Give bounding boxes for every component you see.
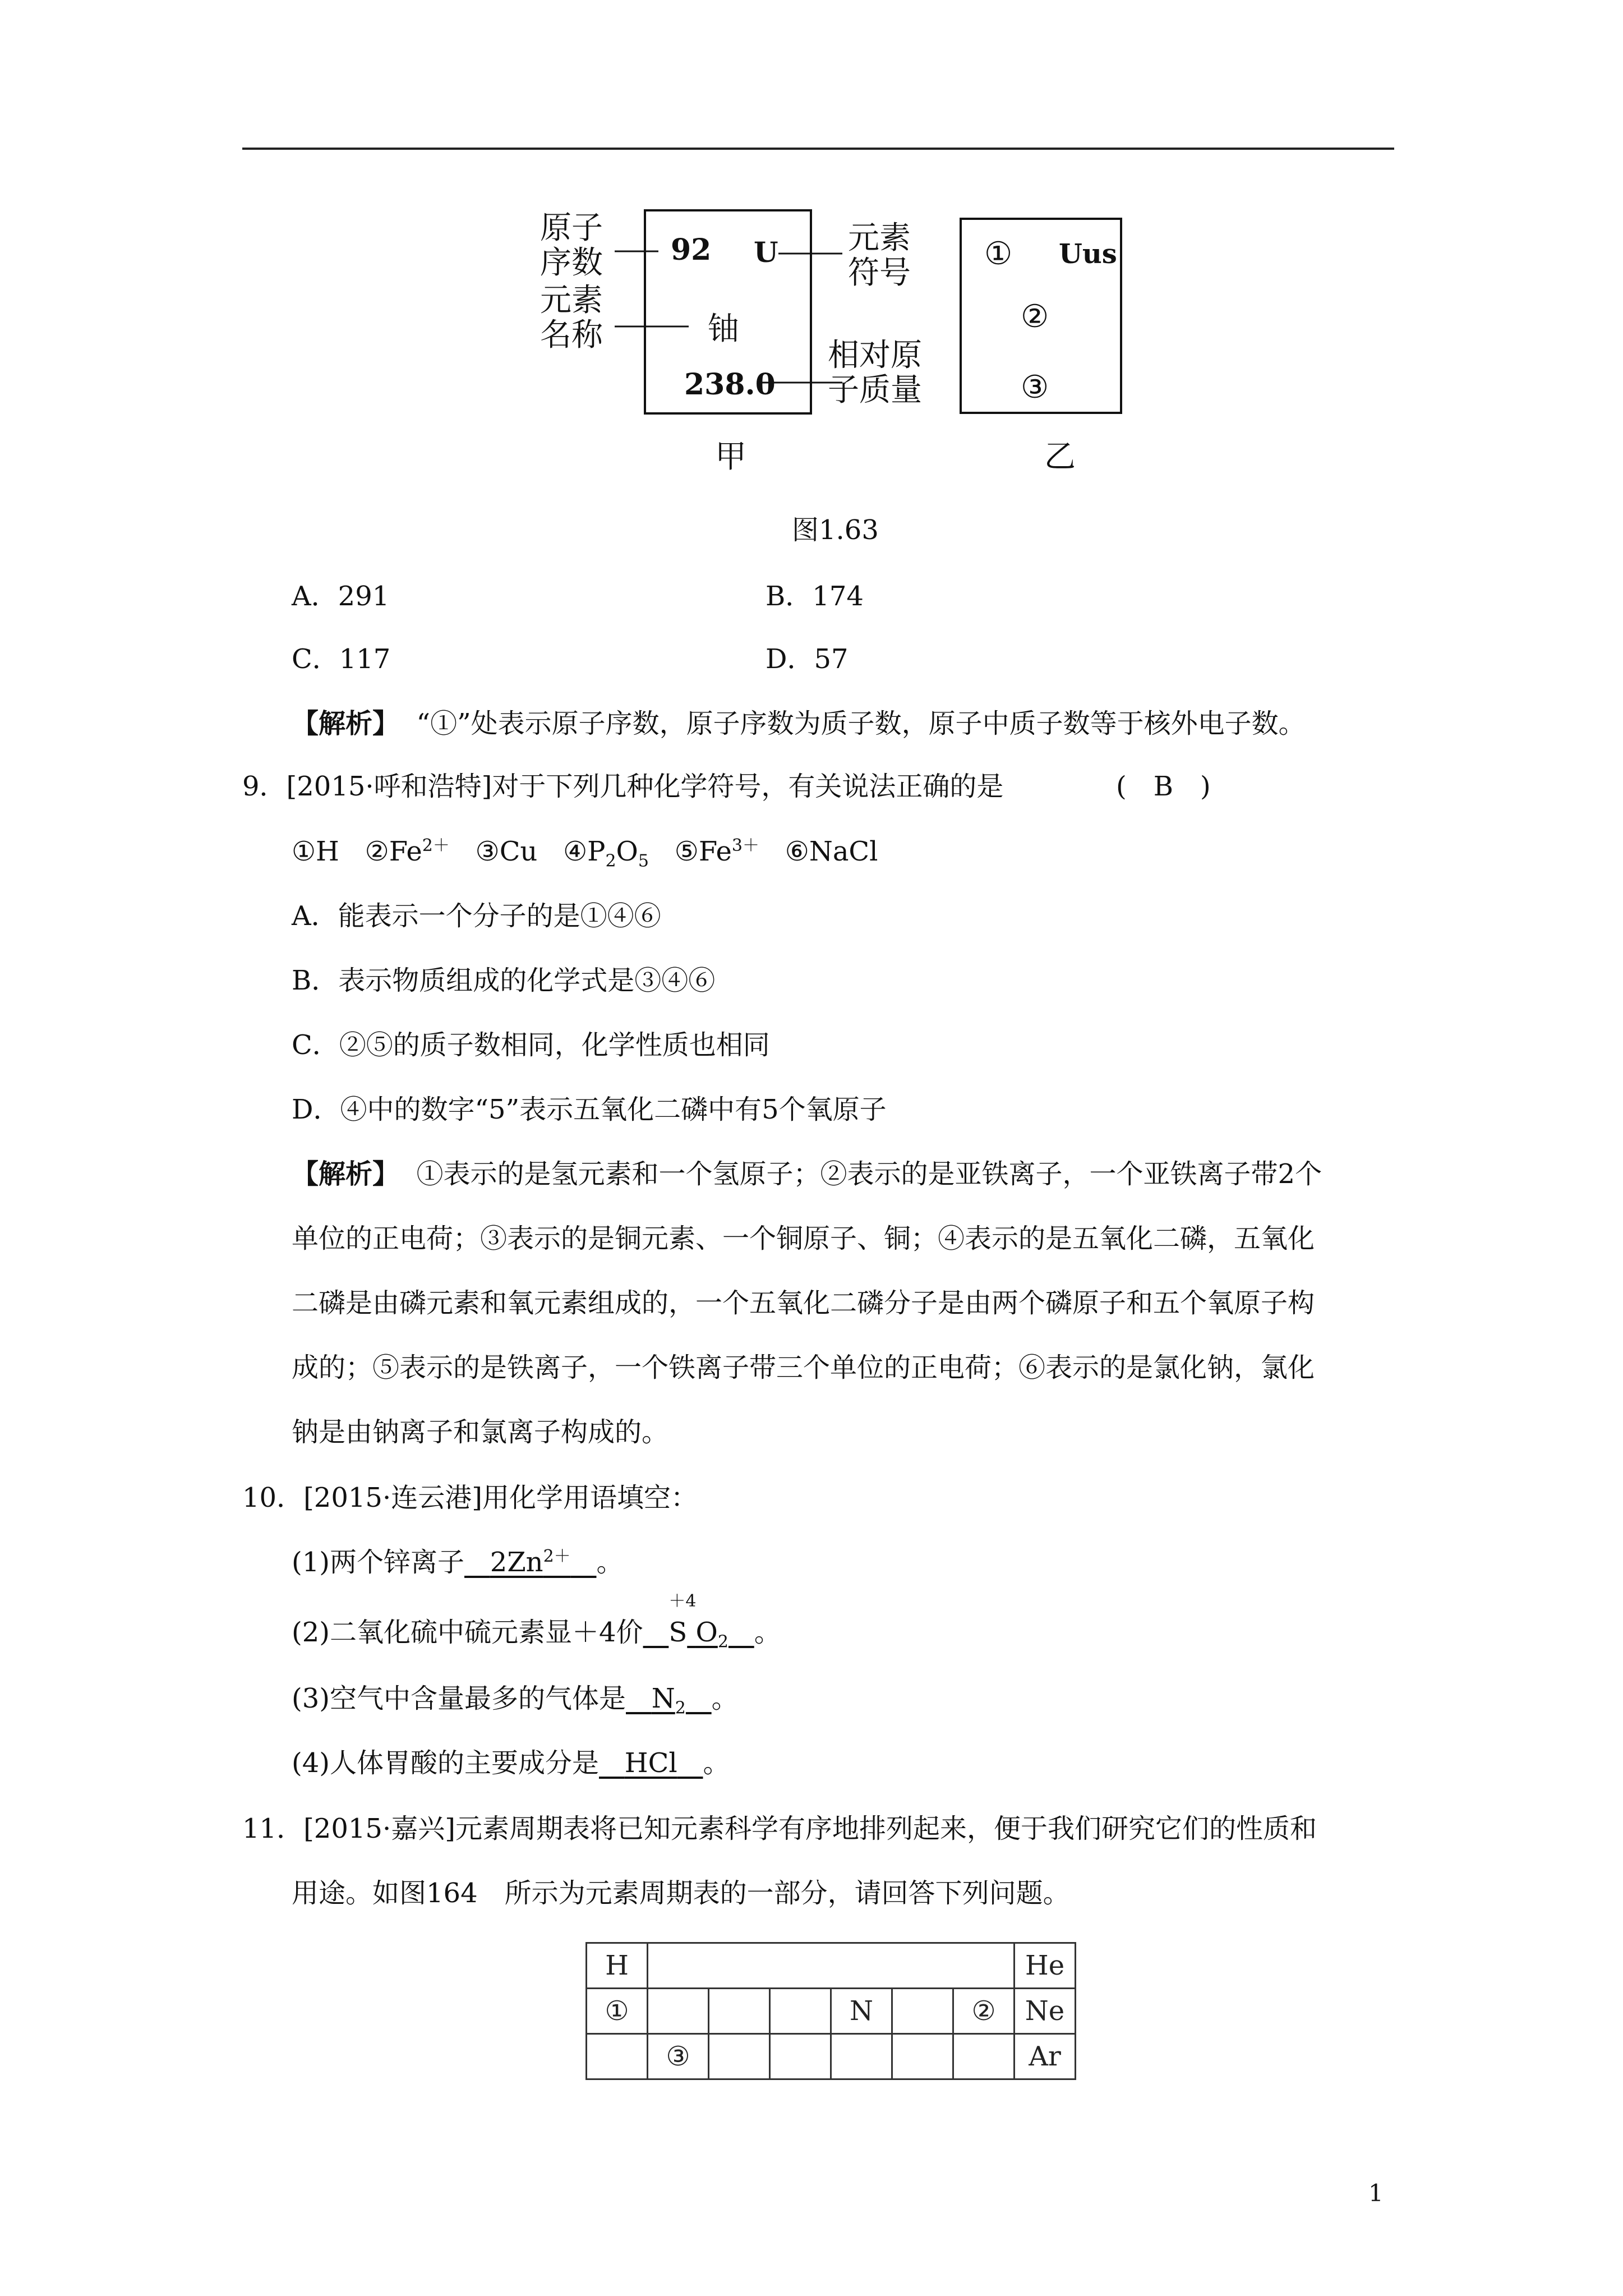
figure-caption: 图1.63 bbox=[792, 514, 879, 546]
q10-stem: 10．[2015·连云港]用化学用语填空： bbox=[242, 1482, 698, 1513]
q8-analysis-text: “①”处表示原子序数，原子序数为质子数，原子中质子数等于核外电子数。 bbox=[416, 708, 1306, 739]
label-atomic-number: 原子 序数 bbox=[540, 210, 603, 281]
q10-part-4: (4)人体胃酸的主要成分是 HCl 。 bbox=[292, 1747, 730, 1779]
q11-stem-line-1: 11．[2015·嘉兴]元素周期表将已知元素科学有序地排列起来，便于我们研究它们的性质和 bbox=[242, 1813, 1317, 1844]
symbol-3: ③Cu bbox=[475, 836, 538, 867]
cell-empty bbox=[587, 2034, 648, 2079]
symbol-2: $②Fe^{2+}$ bbox=[365, 836, 450, 867]
atomic-number-92: 92 bbox=[671, 233, 712, 267]
table-row bbox=[587, 2034, 1076, 2079]
cell-empty bbox=[770, 1989, 831, 2034]
marker-2: ② bbox=[1021, 298, 1049, 335]
q9-symbols bbox=[292, 835, 878, 871]
symbol-4: $④P_2O_5$ bbox=[563, 836, 649, 871]
symbol-u: U bbox=[754, 236, 778, 269]
periodic-table-fragment bbox=[585, 1942, 1076, 2080]
cell-n: N bbox=[831, 1989, 892, 2034]
cell-he: He bbox=[1015, 1943, 1076, 1989]
marker-1: ① bbox=[984, 236, 1013, 272]
element-name-uranium: 铀 bbox=[708, 311, 739, 347]
valence-label: ＋4 bbox=[668, 1591, 697, 1611]
q9-option-d: D．④中的数字“5”表示五氧化二磷中有5个氧原子 bbox=[292, 1094, 887, 1125]
table-row bbox=[587, 1989, 1076, 2034]
marker-3: ③ bbox=[1021, 369, 1049, 406]
q8-option-d: D．57 bbox=[766, 643, 849, 675]
q10-answer-3: $N_2$ bbox=[651, 1683, 686, 1718]
cell-empty bbox=[892, 1989, 953, 2034]
cell-empty bbox=[770, 2034, 831, 2079]
q9-analysis-line-1: 【解析】 ①表示的是氢元素和一个氢原子；②表示的是亚铁离子，一个亚铁离子带2个 bbox=[292, 1158, 1322, 1190]
q9-option-b: B．表示物质组成的化学式是③④⑥ bbox=[292, 965, 716, 996]
q8-option-b: B．174 bbox=[766, 581, 864, 612]
symbol-6: ⑥NaCl bbox=[785, 836, 878, 867]
q9-analysis-line-4: 成的；⑤表示的是铁离子，一个铁离子带三个单位的正电荷；⑥表示的是氯化钠，氯化 bbox=[292, 1352, 1315, 1383]
symbol-1: ①H bbox=[292, 836, 339, 867]
q10-part-2: (2)二氧化硫中硫元素显＋4价 ＋4 S $O_2$ 。 bbox=[292, 1591, 781, 1652]
atomic-mass: 238.0 bbox=[684, 367, 776, 402]
header-rule bbox=[242, 148, 1394, 150]
q10-answer-1: $2Zn^{2+}$ bbox=[490, 1547, 571, 1578]
q8-option-a: A．291 bbox=[292, 581, 390, 612]
table-row bbox=[587, 1943, 1076, 1989]
q10-answer-2: ＋4 S $O_2$ bbox=[668, 1591, 728, 1652]
q9-option-a: A．能表示一个分子的是①④⑥ bbox=[292, 900, 661, 932]
q10-part-1: (1)两个锌离子 $2Zn^{2+}$ 。 bbox=[292, 1547, 624, 1578]
cell-marker-2: ② bbox=[953, 1989, 1015, 2034]
q8-option-c: C．117 bbox=[292, 643, 391, 675]
cell-empty bbox=[709, 1989, 770, 2034]
caption-jia: 甲 bbox=[715, 439, 746, 475]
cell-empty bbox=[648, 1943, 1015, 1989]
q9-analysis-line-2: 单位的正电荷；③表示的是铜元素、一个铜原子、铜；④表示的是五氧化二磷，五氧化 bbox=[292, 1223, 1315, 1254]
cell-h: H bbox=[587, 1943, 648, 1989]
analysis-tag: 【解析】 bbox=[292, 1158, 400, 1190]
q9-analysis-line-3: 二磷是由磷元素和氧元素组成的，一个五氧化二磷分子是由两个磷原子和五个氧原子构 bbox=[292, 1287, 1315, 1319]
cell-ne: Ne bbox=[1015, 1989, 1076, 2034]
q9-option-c: C．②⑤的质子数相同，化学性质也相同 bbox=[292, 1029, 770, 1061]
page-number: 1 bbox=[1368, 2179, 1384, 2207]
analysis-tag: 【解析】 bbox=[292, 708, 400, 739]
symbol-5: $⑤Fe^{3+}$ bbox=[674, 836, 759, 867]
label-relative-mass: 相对原 子质量 bbox=[828, 337, 922, 408]
cell-ar: Ar bbox=[1015, 2034, 1076, 2079]
symbol-uus: Uus bbox=[1059, 238, 1117, 270]
cell-marker-3: ③ bbox=[648, 2034, 709, 2079]
q8-analysis bbox=[292, 707, 1306, 740]
q9-analysis-line-5: 钠是由钠离子和氯离子构成的。 bbox=[292, 1416, 669, 1448]
cell-empty bbox=[892, 2034, 953, 2079]
cell-marker-1: ① bbox=[587, 1989, 648, 2034]
label-symbol: 元素 符号 bbox=[848, 220, 911, 291]
label-element-name: 元素 名称 bbox=[540, 282, 603, 353]
q10-answer-4: HCl bbox=[624, 1747, 677, 1779]
q9-answer: ( B ) bbox=[1116, 771, 1211, 802]
caption-yi: 乙 bbox=[1044, 439, 1076, 475]
q10-part-3: (3)空气中含量最多的气体是 $N_2$ 。 bbox=[292, 1683, 739, 1718]
cell-empty bbox=[648, 1989, 709, 2034]
q9-stem: 9．[2015·呼和浩特]对于下列几种化学符号，有关说法正确的是 bbox=[242, 771, 1004, 802]
cell-empty bbox=[831, 2034, 892, 2079]
cell-empty bbox=[709, 2034, 770, 2079]
cell-empty bbox=[953, 2034, 1015, 2079]
q11-stem-line-2: 用途。如图164 所示为元素周期表的一部分，请回答下列问题。 bbox=[292, 1878, 1070, 1909]
